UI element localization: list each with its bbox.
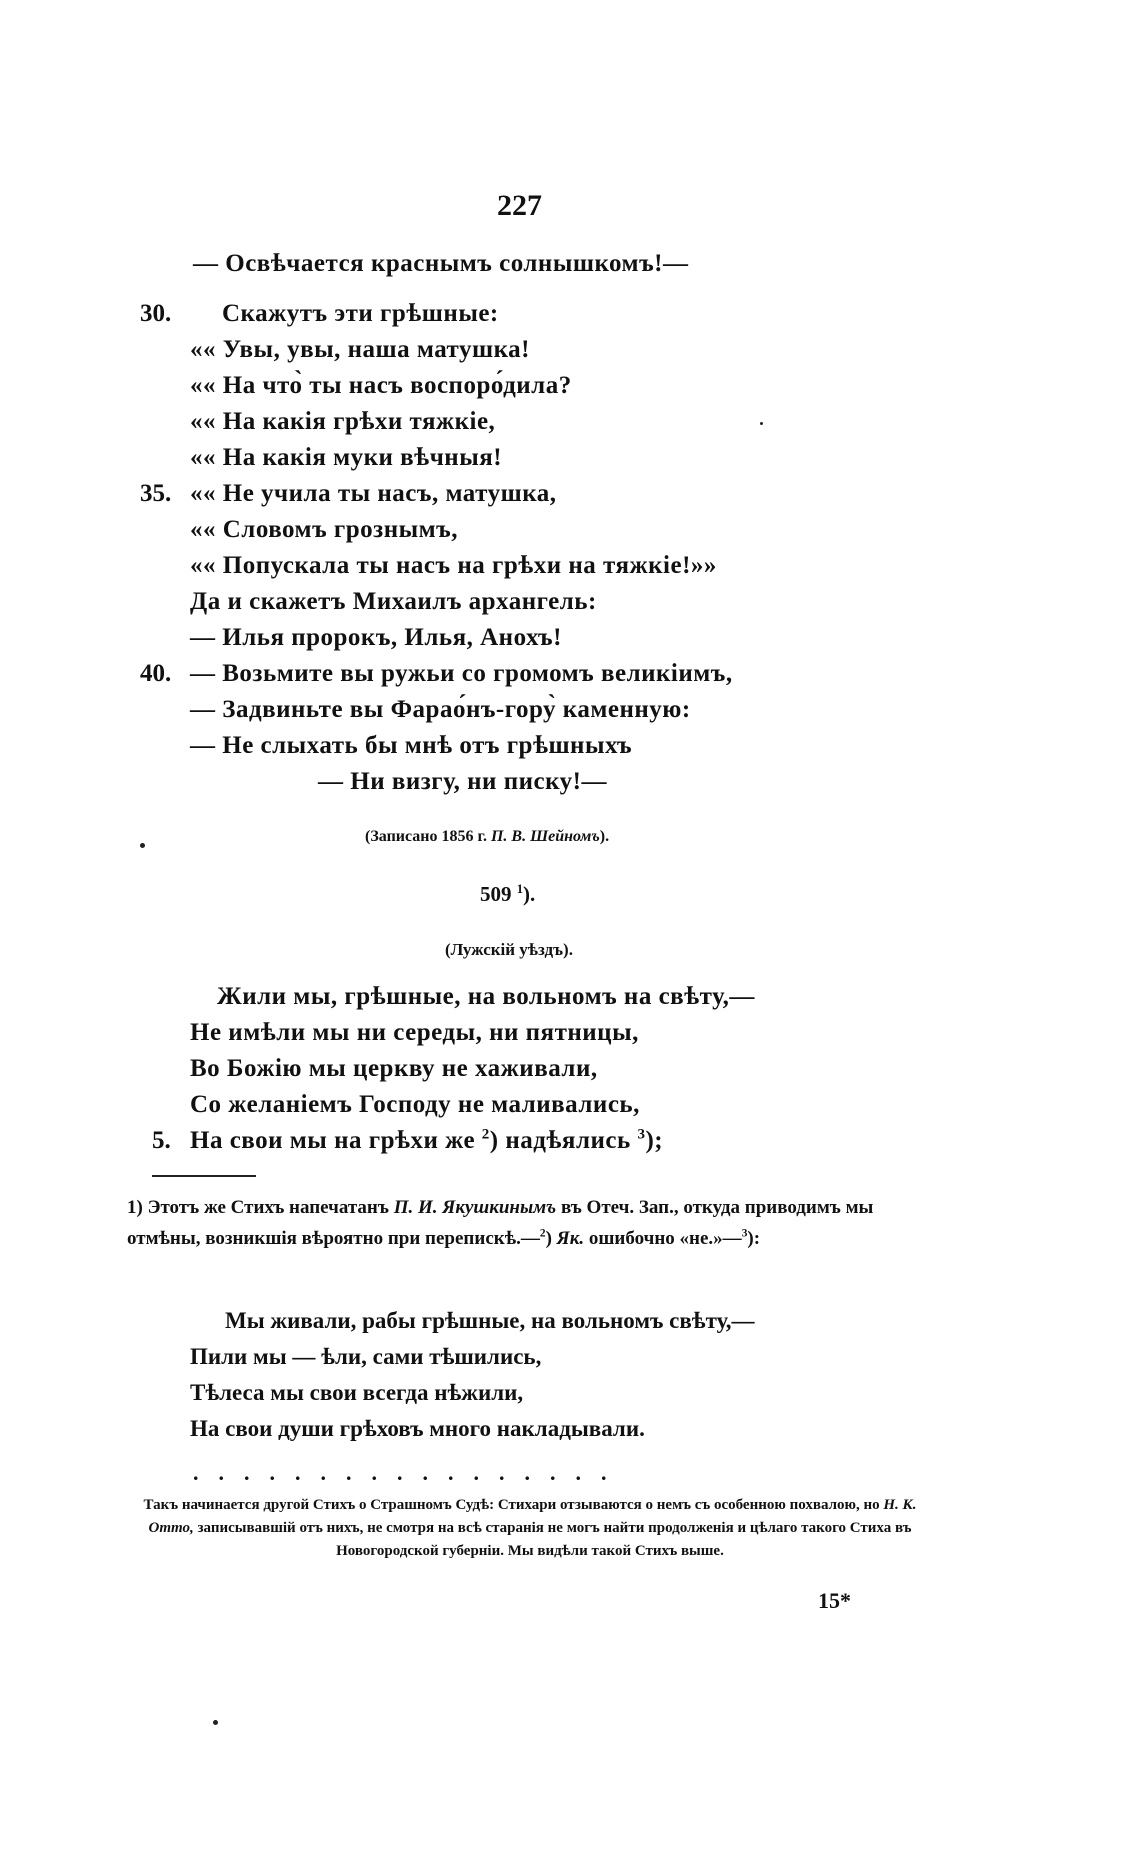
footnote-verse-line: На свои души грѣховъ много накладывали. [190, 1416, 645, 1441]
verse-line: «« Попускала ты насъ на грѣхи на тяжкіе!»» [190, 552, 717, 579]
verse-line: Не имѣли мы ни середы, ни пятницы, [190, 1019, 639, 1046]
verse-line: Во Божію мы церкву не хаживали, [190, 1055, 598, 1082]
verse-line: На свои мы на грѣхи же $^2$) надѣялись $^3$); [190, 1126, 664, 1154]
song-number: 509 $^1$). [480, 882, 536, 906]
verse-line: «« Увы, увы, наша матушка! [190, 336, 530, 363]
ellipsis-dots: ................. [193, 1460, 627, 1485]
page-number: 227 [497, 189, 542, 222]
footnote: 1) Этотъ же Стихъ напечатанъ П. И. Якушкинымъ въ Отеч. Зап., откуда приводимъ мы отмѣны, возникшія вѣроятно при перепискѣ.—$^2$) Як. ошибочно «не.»—$^3$): [127, 1197, 874, 1249]
verse-line: — Не слыхать бы мнѣ отъ грѣшныхъ [190, 732, 633, 759]
footnote-verse-line: Мы живали, рабы грѣшные, на вольномъ свѣту,— [225, 1308, 755, 1333]
verse-line: Скажутъ эти грѣшные: [222, 300, 499, 327]
line-number: 40. [140, 660, 172, 687]
speck [140, 843, 145, 848]
verse-line: — Ни визгу, ни писку!— [318, 768, 607, 795]
signature-mark: 15* [818, 1588, 851, 1613]
verse-line: «« На какія грѣхи тяжкіе, [190, 408, 496, 435]
footnote-verse-line: Тѣлеса мы свои всегда нѣжили, [190, 1380, 524, 1405]
speck [213, 1720, 218, 1725]
verse-line: Да и скажетъ Михаилъ архангель: [190, 588, 597, 615]
footnote-divider [152, 1175, 256, 1177]
speck [760, 422, 763, 425]
line-number: 30. [140, 300, 172, 327]
line-number: 35. [140, 480, 172, 507]
verse-line: — Задвиньте вы Фарао́нъ-гору̀ каменную: [190, 696, 691, 723]
verse-line: — Илья пророкъ, Илья, Анохъ! [190, 624, 562, 651]
verse-line: — Возьмите вы ружьи со громомъ великіимъ, [190, 660, 733, 687]
attribution: (Записано 1856 г. П. В. Шейномъ). [365, 828, 610, 845]
verse-line: — Освѣчается краснымъ солнышкомъ!— [193, 250, 689, 277]
verse-line: Со желаніемъ Господу не маливались, [190, 1091, 640, 1118]
bottom-note: Такъ начинается другой Стихъ о Страшномъ Судѣ: Стихари отзываются о немъ съ особенною похвалою, но Н. К. Отто, записывавшій отъ нихъ, не смотря на всѣ старанія не могъ найти продолженія и цѣлаго такого Стиха въ Новогородской губерніи. Мы видѣли такой Стихъ выше. [143, 1497, 917, 1559]
district-heading: (Лужскій уѣздъ). [445, 940, 573, 959]
verse-line: «« На что̀ ты насъ воспоро́дила? [190, 372, 572, 399]
footnote-verse-line: Пили мы — ѣли, сами тѣшились, [190, 1344, 542, 1369]
verse-line: «« Не учила ты насъ, матушка, [190, 480, 557, 507]
verse-line: «« На какія муки вѣчныя! [190, 444, 503, 471]
verse-line: «« Словомъ грознымъ, [190, 516, 458, 543]
line-number: 5. [152, 1127, 171, 1154]
verse-line: Жили мы, грѣшные, на вольномъ на свѣту,— [217, 983, 755, 1010]
